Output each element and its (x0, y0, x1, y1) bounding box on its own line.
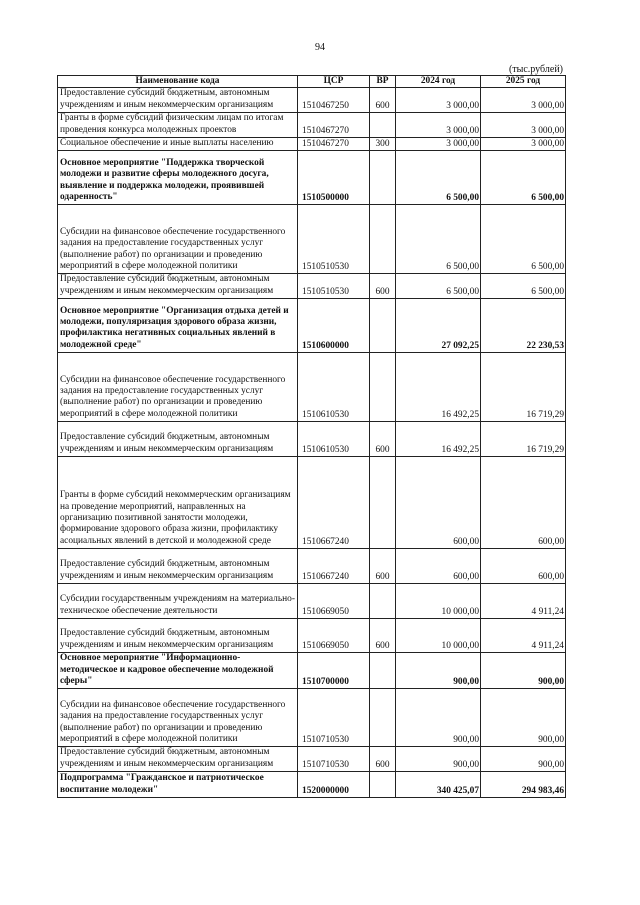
row-csr: 1510710530 (298, 689, 370, 747)
row-amount-2024: 10 000,00 (396, 584, 481, 619)
row-vr: 600 (370, 549, 396, 584)
row-vr (370, 772, 396, 798)
table-row (58, 353, 566, 422)
row-csr: 1510467270 (298, 113, 370, 138)
row-vr (370, 205, 396, 274)
row-csr: 1510510530 (298, 274, 370, 299)
header-csr: ЦСР (298, 76, 370, 88)
row-csr: 1510610530 (298, 422, 370, 457)
row-amount-2025: 4 911,24 (481, 584, 566, 619)
row-amount-2025: 3 000,00 (481, 138, 566, 151)
row-csr: 1510667240 (298, 457, 370, 549)
row-name: Предоставление субсидий бюджетным, автономным учреждениям и иным некоммерческим организациям (58, 422, 298, 457)
row-amount-2024: 340 425,07 (396, 772, 481, 798)
row-name: Предоставление субсидий бюджетным, автономным учреждениям и иным некоммерческим организациям (58, 88, 298, 113)
table-row (58, 584, 566, 619)
row-csr: 1510710530 (298, 747, 370, 772)
row-amount-2025: 3 000,00 (481, 88, 566, 113)
row-amount-2024: 6 500,00 (396, 274, 481, 299)
row-amount-2024: 3 000,00 (396, 113, 481, 138)
row-csr: 1510467270 (298, 138, 370, 151)
row-name: Социальное обеспечение и иные выплаты населению (58, 138, 298, 151)
row-vr: 600 (370, 619, 396, 653)
table-row (58, 422, 566, 457)
row-amount-2025: 6 500,00 (481, 205, 566, 274)
row-csr: 1510610530 (298, 353, 370, 422)
row-vr (370, 151, 396, 205)
header-2024: 2024 год (396, 76, 481, 88)
row-amount-2024: 600,00 (396, 457, 481, 549)
table-row (58, 299, 566, 353)
table-row (58, 772, 566, 798)
row-amount-2025: 600,00 (481, 457, 566, 549)
row-amount-2025: 16 719,29 (481, 422, 566, 457)
row-amount-2025: 3 000,00 (481, 113, 566, 138)
row-csr: 1510700000 (298, 653, 370, 689)
table-row (58, 619, 566, 653)
row-csr: 1510667240 (298, 549, 370, 584)
row-amount-2024: 16 492,25 (396, 353, 481, 422)
row-vr: 300 (370, 138, 396, 151)
row-amount-2024: 10 000,00 (396, 619, 481, 653)
row-csr: 1520000000 (298, 772, 370, 798)
row-vr (370, 457, 396, 549)
row-csr: 1510510530 (298, 205, 370, 274)
row-vr: 600 (370, 88, 396, 113)
header-vr: ВР (370, 76, 396, 88)
row-vr (370, 353, 396, 422)
row-name: Субсидии на финансовое обеспечение государственного задания на предоставление государственных услуг (выполнение работ) по организации и проведению мероприятий в сфере молодежной политики (58, 205, 298, 274)
row-csr: 1510669050 (298, 584, 370, 619)
row-amount-2024: 16 492,25 (396, 422, 481, 457)
row-amount-2024: 900,00 (396, 689, 481, 747)
budget-table (57, 75, 566, 798)
table-row (58, 151, 566, 205)
row-amount-2025: 6 500,00 (481, 151, 566, 205)
row-name: Основное мероприятие "Поддержка творческой молодежи и развитие сферы молодежного досуга, выявление и поддержка молодежи, проявившей одаренность" (58, 151, 298, 205)
row-csr: 1510669050 (298, 619, 370, 653)
row-amount-2025: 600,00 (481, 549, 566, 584)
row-amount-2025: 16 719,29 (481, 353, 566, 422)
row-name: Основное мероприятие "Организация отдыха детей и молодежи, популяризация здорового образа жизни, профилактика негативных социальных явлений в молодежной среде" (58, 299, 298, 353)
row-vr (370, 653, 396, 689)
table-row (58, 274, 566, 299)
table-row (58, 205, 566, 274)
row-amount-2025: 900,00 (481, 653, 566, 689)
row-name: Предоставление субсидий бюджетным, автономным учреждениям и иным некоммерческим организациям (58, 274, 298, 299)
row-vr (370, 584, 396, 619)
row-amount-2024: 6 500,00 (396, 151, 481, 205)
row-name: Подпрограмма "Гражданское и патриотическое воспитание молодежи" (58, 772, 298, 798)
row-vr (370, 113, 396, 138)
table-row (58, 138, 566, 151)
row-vr: 600 (370, 274, 396, 299)
table-row (58, 689, 566, 747)
row-name: Гранты в форме субсидий некоммерческим организациям на проведение мероприятий, направленных на организацию позитивной занятости молодежи, формирование здорового образа жизни, профилактику асоциальных явлений в детской и молодежной среде (58, 457, 298, 549)
row-vr (370, 299, 396, 353)
table-row (58, 653, 566, 689)
row-amount-2025: 900,00 (481, 689, 566, 747)
row-csr: 1510600000 (298, 299, 370, 353)
row-name: Субсидии на финансовое обеспечение государственного задания на предоставление государственных услуг (выполнение работ) по организации и проведению мероприятий в сфере молодежной политики (58, 689, 298, 747)
row-name: Субсидии на финансовое обеспечение государственного задания на предоставление государственных услуг (выполнение работ) по организации и проведению мероприятий в сфере молодежной политики (58, 353, 298, 422)
row-name: Гранты в форме субсидий физическим лицам по итогам проведения конкурса молодежных проектов (58, 113, 298, 138)
table-row (58, 88, 566, 113)
row-name: Основное мероприятие "Информационно-методическое и кадровое обеспечение молодежной сферы" (58, 653, 298, 689)
units-label: (тыс.рублей) (508, 64, 563, 75)
row-csr: 1510500000 (298, 151, 370, 205)
row-vr (370, 689, 396, 747)
row-amount-2024: 27 092,25 (396, 299, 481, 353)
row-name: Субсидии государственным учреждениям на материально-техническое обеспечение деятельности (58, 584, 298, 619)
table-header-row (58, 76, 566, 88)
table-row (58, 457, 566, 549)
table-row (58, 747, 566, 772)
row-amount-2025: 22 230,53 (481, 299, 566, 353)
row-csr: 1510467250 (298, 88, 370, 113)
row-amount-2025: 294 983,46 (481, 772, 566, 798)
row-name: Предоставление субсидий бюджетным, автономным учреждениям и иным некоммерческим организациям (58, 747, 298, 772)
row-amount-2024: 600,00 (396, 549, 481, 584)
header-name: Наименование кода (58, 76, 298, 88)
row-amount-2025: 900,00 (481, 747, 566, 772)
page-number: 94 (315, 42, 325, 53)
row-name: Предоставление субсидий бюджетным, автономным учреждениям и иным некоммерческим организациям (58, 619, 298, 653)
row-amount-2025: 4 911,24 (481, 619, 566, 653)
row-amount-2024: 900,00 (396, 747, 481, 772)
row-amount-2024: 3 000,00 (396, 138, 481, 151)
table-row (58, 549, 566, 584)
row-vr: 600 (370, 747, 396, 772)
row-name: Предоставление субсидий бюджетным, автономным учреждениям и иным некоммерческим организациям (58, 549, 298, 584)
header-2025: 2025 год (481, 76, 566, 88)
table-row (58, 113, 566, 138)
row-amount-2024: 6 500,00 (396, 205, 481, 274)
row-amount-2024: 3 000,00 (396, 88, 481, 113)
row-amount-2025: 6 500,00 (481, 274, 566, 299)
row-vr: 600 (370, 422, 396, 457)
row-amount-2024: 900,00 (396, 653, 481, 689)
